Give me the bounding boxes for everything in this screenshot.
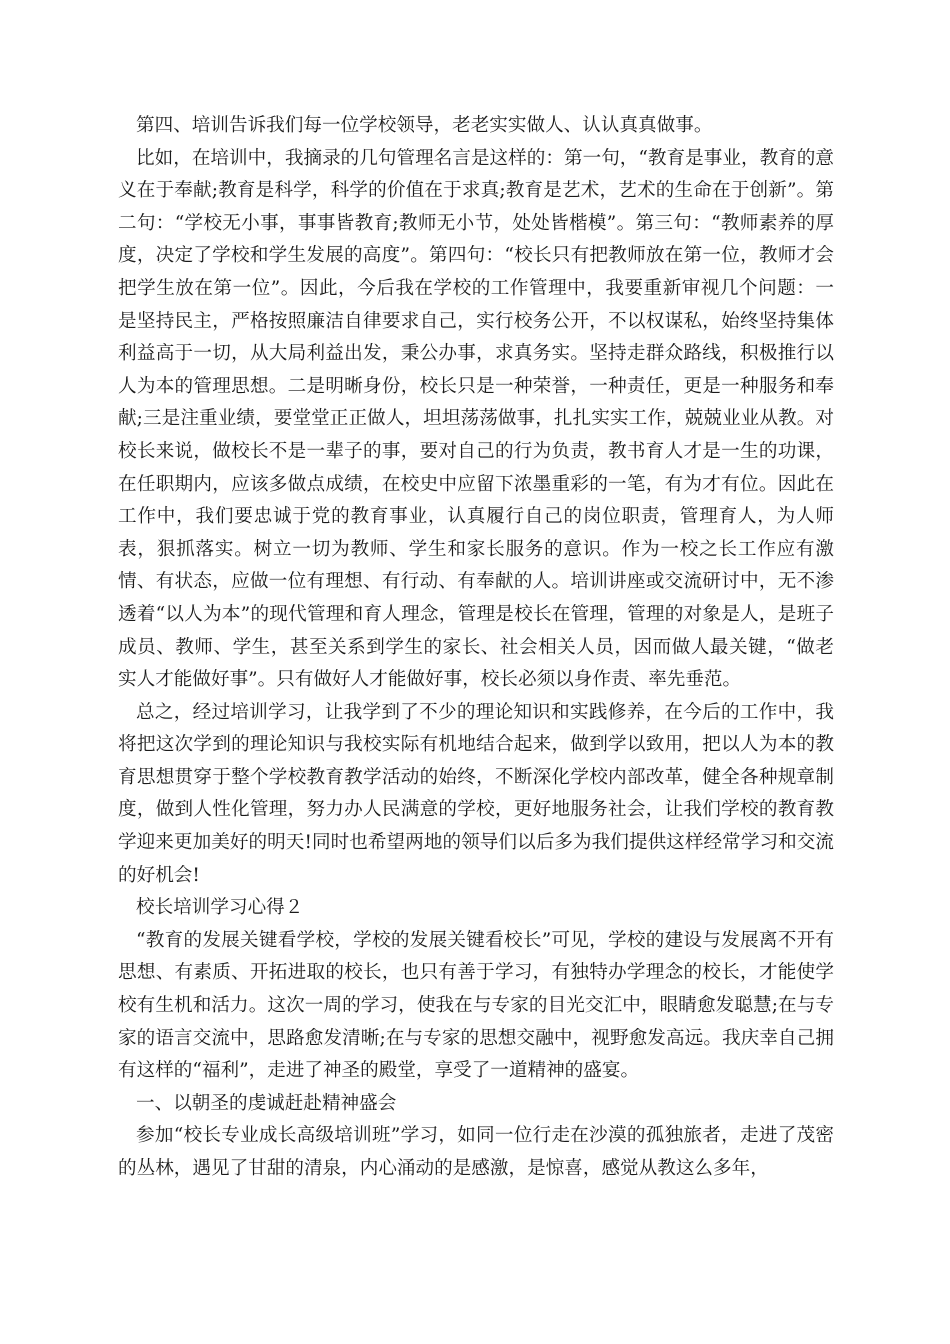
document-body <box>118 110 834 1186</box>
paragraph-fourth-point: 第四、培训告诉我们每一位学校领导，老老实实做人、认认真真做事。 <box>136 115 713 136</box>
paragraph-management-quotes: 比如，在培训中，我摘录的几句管理名言是这样的：第一句，“教育是事业，教育的意义在于奉献;教育是科学，科学的价值在于求真;教育是艺术，艺术的生命在于创新”。第二句：“学校无小事，事事皆教育;教师无小节，处处皆楷模”。第三句：“教师素养的厚度，决定了学校和学生发展的高度”。第四句：“校长只有把教师放在第一位，教师才会把学生放在第一位”。因此，今后我在学校的工作管理中，我要重新审视几个问题：一是坚持民主，严格按照廉洁自律要求自己，实行校务公开，不以权谋私，始终坚持集体利益高于一切，从大局利益出发，秉公办事，求真务实。坚持走群众路线，积极推行以人为本的管理思想。二是明晰身份，校长只是一种荣誉，一种责任，更是一种服务和奉献;三是注重业绩，要堂堂正正做人，坦坦荡荡做事，扎扎实实工作，兢兢业业从教。对校长来说，做校长不是一辈子的事，要对自己的行为负责，教书育人才是一生的功课，在任职期内，应该多做点成绩，在校史中应留下浓墨重彩的一笔，有为才有位。因此在工作中，我们要忠诚于党的教育事业，认真履行自己的岗位职责，管理育人，为人师表，狠抓落实。树立一切为教师、学生和家长服务的意识。作为一校之长工作应有激情、有状态，应做一位有理想、有行动、有奉献的人。培训讲座或交流研讨中，无不渗透着“以人为本”的现代管理和育人理念，管理是校长在管理，管理的对象是人，是班子成员、教师、学生，甚至关系到学生的家长、社会相关人员，因而做人最关键，“做老实人才能做好事”。只有做好人才能做好事，校长必须以身作责、率先垂范。 <box>118 147 834 691</box>
paragraph-training-class: 参加“校长专业成长高级培训班”学习，如同一位行走在沙漠的孤独旅者，走进了茂密的丛林，遇见了甘甜的清泉，内心涌动的是感激，是惊喜，感觉从教这么多年， <box>118 1125 834 1179</box>
paragraph-conclusion: 总之，经过培训学习，让我学到了不少的理论知识和实践修养，在今后的工作中，我将把这次学到的理论知识与我校实际有机地结合起来，做到学以致用，把以人为本的教育思想贯穿于整个学校教育教学活动的始终，不断深化学校内部改革，健全各种规章制度，做到人性化管理，努力办人民满意的学校，更好地服务社会，让我们学校的教育教学迎来更加美好的明天!同时也希望两地的领导们以后多为我们提供这样经常学习和交流的好机会! <box>118 701 834 886</box>
paragraph-introduction: “教育的发展关键看学校，学校的发展关键看校长”可见，学校的建设与发展离不开有思想、有素质、开拓进取的校长，也只有善于学习，有独特办学理念的校长，才能使学校有生机和活力。这次一周的学习，使我在与专家的目光交汇中，眼睛愈发聪慧;在与专家的语言交流中，思路愈发清晰;在与专家的思想交融中，视野愈发高远。我庆幸自己拥有这样的“福利”，走进了神圣的殿堂，享受了一道精神的盛宴。 <box>118 929 834 1082</box>
section-title: 校长培训学习心得２ <box>136 897 304 919</box>
subsection-heading: 一、以朝圣的虔诚赶赴精神盛会 <box>136 1092 397 1114</box>
